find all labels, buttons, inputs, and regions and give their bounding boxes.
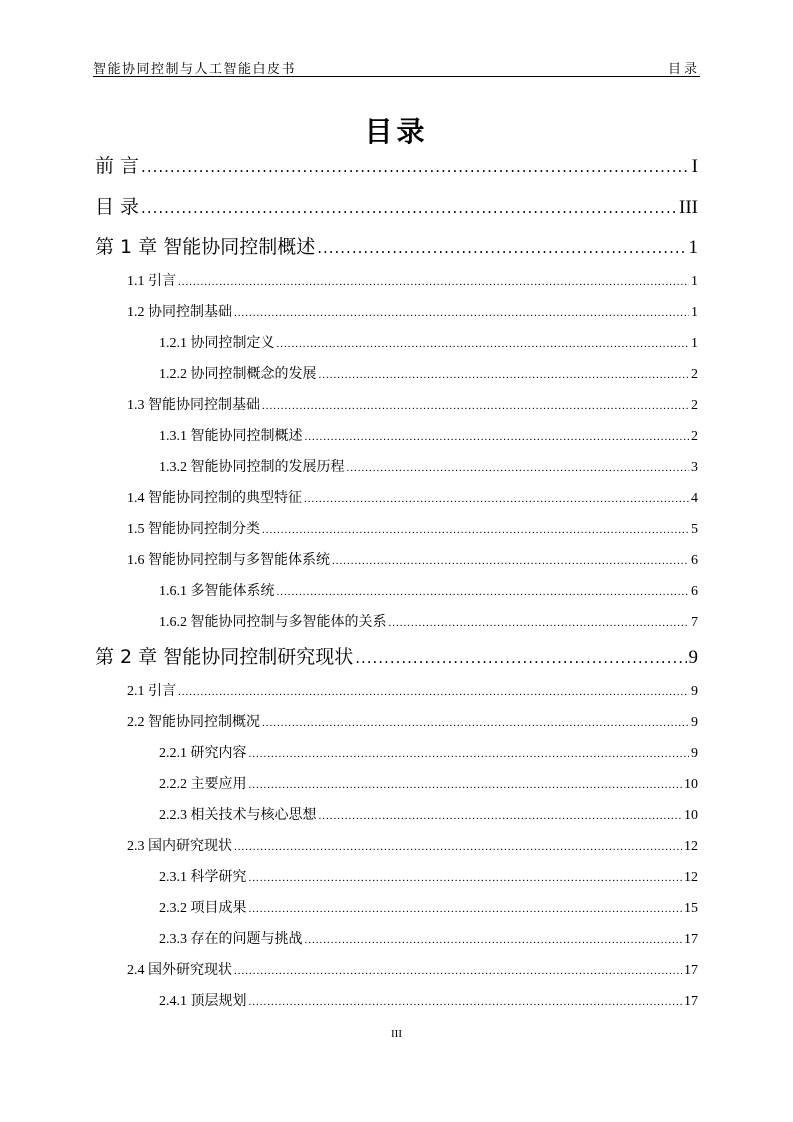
toc-section-entry[interactable] bbox=[159, 804, 698, 824]
toc-entry-page-number: 10 bbox=[684, 808, 698, 823]
page-title: 目录 bbox=[364, 115, 429, 148]
dot-leader bbox=[141, 199, 677, 217]
toc-entry-page-number: 6 bbox=[691, 584, 698, 599]
toc-entry-page-number: 4 bbox=[691, 491, 698, 506]
toc-entry-page-number: 9 bbox=[691, 684, 698, 699]
toc-entry-page-number: 10 bbox=[684, 777, 698, 792]
toc-entry-page-number: 1 bbox=[688, 237, 698, 258]
toc-entry-label: 2.2.2 主要应用 bbox=[159, 777, 247, 792]
running-header bbox=[93, 56, 700, 77]
dot-leader bbox=[389, 617, 690, 629]
toc-section-entry[interactable] bbox=[127, 835, 698, 855]
toc-chapter-entry[interactable] bbox=[95, 232, 698, 259]
toc-entry-page-number: 12 bbox=[684, 870, 698, 885]
dot-leader bbox=[234, 307, 689, 319]
toc-section-entry[interactable] bbox=[159, 897, 698, 917]
dot-leader bbox=[262, 400, 689, 412]
dot-leader bbox=[304, 493, 689, 505]
dot-leader bbox=[249, 996, 683, 1008]
toc-entry-label: 2.3.1 科学研究 bbox=[159, 870, 247, 885]
toc-entry-label: 1.3.2 智能协同控制的发展历程 bbox=[159, 460, 345, 475]
toc-entry-label: 1.5 智能协同控制分类 bbox=[127, 522, 260, 537]
dot-leader bbox=[355, 649, 686, 667]
toc-entry-page-number: 15 bbox=[684, 901, 698, 916]
toc-entry-page-number: 1 bbox=[691, 305, 698, 320]
toc-section-entry[interactable] bbox=[127, 549, 698, 569]
toc-chapter-entry[interactable] bbox=[95, 151, 698, 178]
toc-section-entry[interactable] bbox=[159, 332, 698, 352]
dot-leader bbox=[234, 965, 682, 977]
toc-entry-label: 目 录 bbox=[95, 196, 140, 218]
toc-section-entry[interactable] bbox=[159, 611, 698, 631]
toc-section-entry[interactable] bbox=[127, 394, 698, 414]
toc-entry-page-number: 9 bbox=[691, 715, 698, 730]
toc-entry-page-number: 1 bbox=[691, 274, 698, 289]
dot-leader bbox=[277, 338, 690, 350]
toc-entry-label: 1.6 智能协同控制与多智能体系统 bbox=[127, 553, 330, 568]
dot-leader bbox=[262, 524, 689, 536]
dot-leader bbox=[234, 841, 682, 853]
toc-section-entry[interactable] bbox=[127, 518, 698, 538]
toc-entry-page-number: 12 bbox=[684, 839, 698, 854]
toc-entry-page-number: 2 bbox=[691, 398, 698, 413]
toc-section-entry[interactable] bbox=[159, 742, 698, 762]
toc-entry-label: 2.3 国内研究现状 bbox=[127, 839, 232, 854]
toc-section-entry[interactable] bbox=[159, 363, 698, 383]
dot-leader bbox=[317, 239, 686, 257]
dot-leader bbox=[332, 555, 689, 567]
toc-entry-label: 2.2.1 研究内容 bbox=[159, 746, 247, 761]
toc-section-entry[interactable] bbox=[127, 487, 698, 507]
toc-entry-page-number: 1 bbox=[691, 336, 698, 351]
toc-section-entry[interactable] bbox=[159, 456, 698, 476]
dot-leader bbox=[277, 586, 690, 598]
dot-leader bbox=[249, 748, 690, 760]
toc-entry-label: 2.3.2 项目成果 bbox=[159, 901, 247, 916]
toc-entry-label: 1.2.2 协同控制概念的发展 bbox=[159, 367, 317, 382]
toc-entry-page-number: 17 bbox=[684, 932, 698, 947]
toc-entry-page-number: 6 bbox=[691, 553, 698, 568]
toc-entry-label: 2.4 国外研究现状 bbox=[127, 963, 232, 978]
toc-entry-page-number: 5 bbox=[691, 522, 698, 537]
toc-entry-label: 2.1 引言 bbox=[127, 684, 176, 699]
toc-entry-page-number: III bbox=[679, 197, 698, 218]
dot-leader bbox=[178, 686, 689, 698]
toc-entry-page-number: 3 bbox=[691, 460, 698, 475]
toc-entry-label: 2.2.3 相关技术与核心思想 bbox=[159, 808, 317, 823]
toc-section-entry[interactable] bbox=[159, 866, 698, 886]
dot-leader bbox=[319, 369, 690, 381]
toc-entry-label: 前 言 bbox=[95, 155, 140, 177]
dot-leader bbox=[178, 276, 689, 288]
toc-entry-label: 1.4 智能协同控制的典型特征 bbox=[127, 491, 302, 506]
dot-leader bbox=[141, 158, 690, 176]
dot-leader bbox=[249, 872, 683, 884]
toc-entry-label: 2.3.3 存在的问题与挑战 bbox=[159, 932, 303, 947]
dot-leader bbox=[305, 934, 683, 946]
toc-entry-page-number: 2 bbox=[691, 367, 698, 382]
toc-entry-page-number: 7 bbox=[691, 615, 698, 630]
toc-section-entry[interactable] bbox=[127, 711, 698, 731]
dot-leader bbox=[249, 779, 683, 791]
toc-entry-label: 1.3.1 智能协同控制概述 bbox=[159, 429, 303, 444]
toc-entry-label: 1.2.1 协同控制定义 bbox=[159, 336, 275, 351]
toc-section-entry[interactable] bbox=[127, 270, 698, 290]
toc-section-entry[interactable] bbox=[127, 301, 698, 321]
toc-entry-page-number: I bbox=[691, 156, 698, 177]
toc-chapter-entry[interactable] bbox=[95, 192, 698, 219]
dot-leader bbox=[262, 717, 689, 729]
dot-leader bbox=[347, 462, 690, 474]
header-document-title: 智能协同控制与人工智能白皮书 bbox=[93, 62, 297, 77]
toc-entry-label: 2.4.1 顶层规划 bbox=[159, 994, 247, 1009]
toc-entry-label: 1.6.1 多智能体系统 bbox=[159, 584, 275, 599]
toc-entry-label: 2.2 智能协同控制概况 bbox=[127, 715, 260, 730]
header-section-title: 目录 bbox=[667, 62, 700, 77]
toc-section-entry[interactable] bbox=[127, 680, 698, 700]
toc-section-entry[interactable] bbox=[159, 990, 698, 1010]
toc-entry-page-number: 17 bbox=[684, 963, 698, 978]
toc-entry-page-number: 9 bbox=[691, 746, 698, 761]
toc-section-entry[interactable] bbox=[127, 959, 698, 979]
toc-section-entry[interactable] bbox=[159, 928, 698, 948]
dot-leader bbox=[305, 431, 690, 443]
toc-chapter-entry[interactable] bbox=[95, 642, 698, 669]
toc-entry-label: 第 1 章 智能协同控制概述 bbox=[95, 236, 316, 258]
dot-leader bbox=[249, 903, 683, 915]
toc-entry-label: 1.1 引言 bbox=[127, 274, 176, 289]
toc-entry-label: 第 2 章 智能协同控制研究现状 bbox=[95, 646, 354, 668]
toc-entry-label: 1.3 智能协同控制基础 bbox=[127, 398, 260, 413]
toc-section-entry[interactable] bbox=[159, 425, 698, 445]
toc-section-entry[interactable] bbox=[159, 580, 698, 600]
toc-entry-page-number: 17 bbox=[684, 994, 698, 1009]
page-number: III bbox=[391, 1028, 402, 1040]
toc-entry-label: 1.2 协同控制基础 bbox=[127, 305, 232, 320]
toc-entry-page-number: 9 bbox=[688, 647, 698, 668]
dot-leader bbox=[319, 810, 683, 822]
toc-section-entry[interactable] bbox=[159, 773, 698, 793]
toc-entry-page-number: 2 bbox=[691, 429, 698, 444]
toc-entry-label: 1.6.2 智能协同控制与多智能体的关系 bbox=[159, 615, 387, 630]
